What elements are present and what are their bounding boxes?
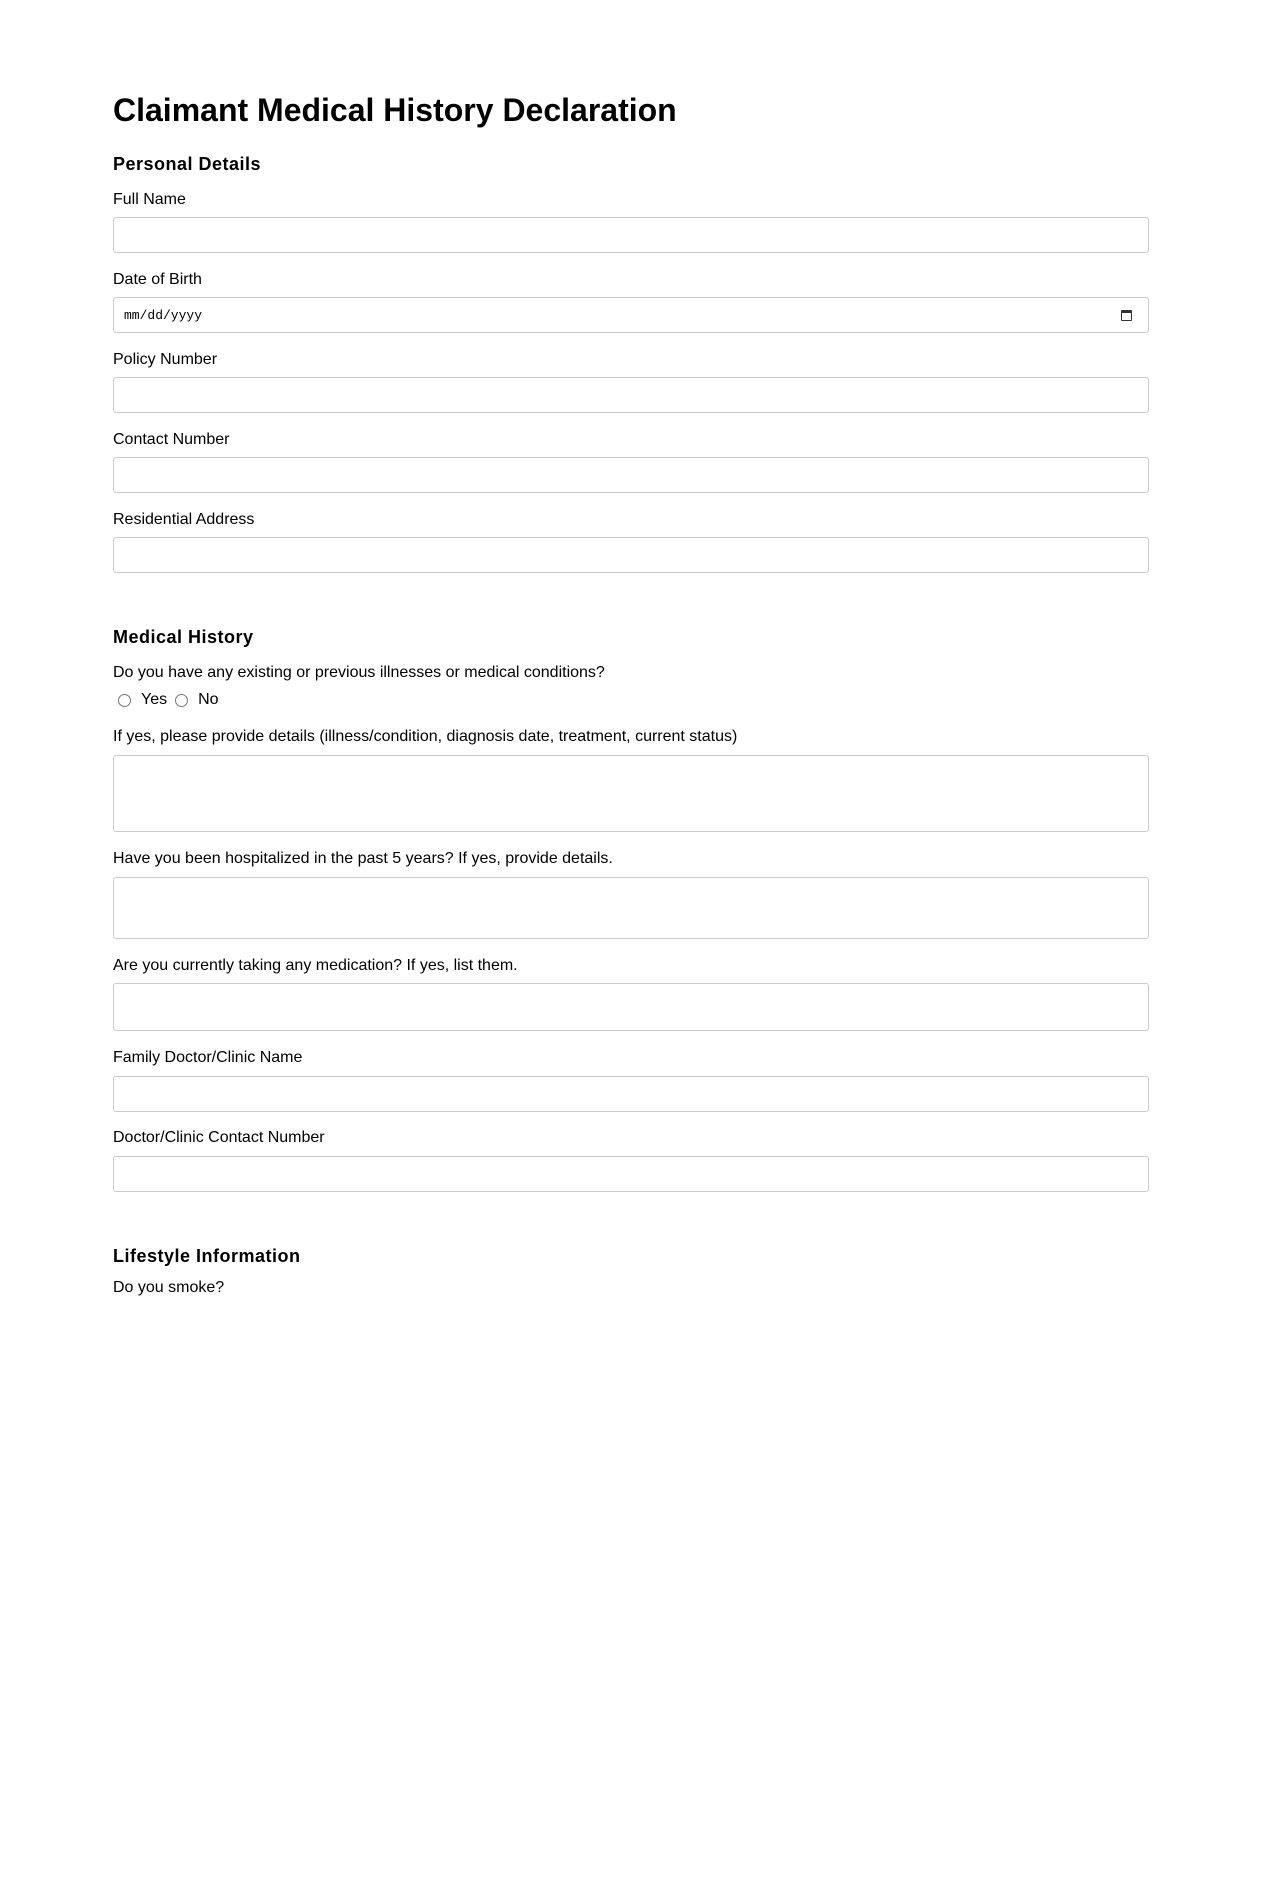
page-title: Claimant Medical History Declaration [113,92,677,128]
contact-number-input[interactable] [113,457,1149,493]
date-of-birth-label: Date of Birth [113,271,202,288]
doctor-contact-label: Doctor/Clinic Contact Number [113,1129,325,1146]
conditions-no-label[interactable]: No [198,691,219,708]
section-heading-lifestyle-information: Lifestyle Information [113,1246,301,1266]
conditions-yes-label[interactable]: Yes [141,691,168,708]
doctor-name-label: Family Doctor/Clinic Name [113,1049,303,1066]
hospitalized-label: Have you been hospitalized in the past 5 years? If yes, provide details. [113,850,613,867]
conditions-radio-group [118,690,227,710]
contact-number-label: Contact Number [113,431,230,448]
conditions-no-radio[interactable] [175,694,188,707]
residential-address-input[interactable] [113,537,1149,573]
medication-textarea[interactable] [113,983,1149,1031]
medication-label: Are you currently taking any medication? If yes, list them. [113,957,518,974]
hospitalized-textarea[interactable] [113,877,1149,939]
policy-number-label: Policy Number [113,351,218,368]
conditions-question: Do you have any existing or previous illnesses or medical conditions? [113,664,605,681]
conditions-yes-radio[interactable] [118,694,131,707]
calendar-icon[interactable] [1121,310,1132,321]
condition-details-label: If yes, please provide details (illness/condition, diagnosis date, treatment, current status) [113,728,738,745]
smoke-question: Do you smoke? [113,1279,225,1296]
policy-number-input[interactable] [113,377,1149,413]
date-placeholder: mm/dd/yyyy [124,307,203,323]
full-name-input[interactable] [113,217,1149,253]
residential-address-label: Residential Address [113,511,255,528]
condition-details-textarea[interactable] [113,755,1149,832]
full-name-label: Full Name [113,191,186,208]
doctor-name-input[interactable] [113,1076,1149,1112]
section-heading-medical-history: Medical History [113,627,254,647]
doctor-contact-input[interactable] [113,1156,1149,1192]
date-of-birth-input[interactable] [113,297,1149,333]
section-heading-personal-details: Personal Details [113,154,262,174]
